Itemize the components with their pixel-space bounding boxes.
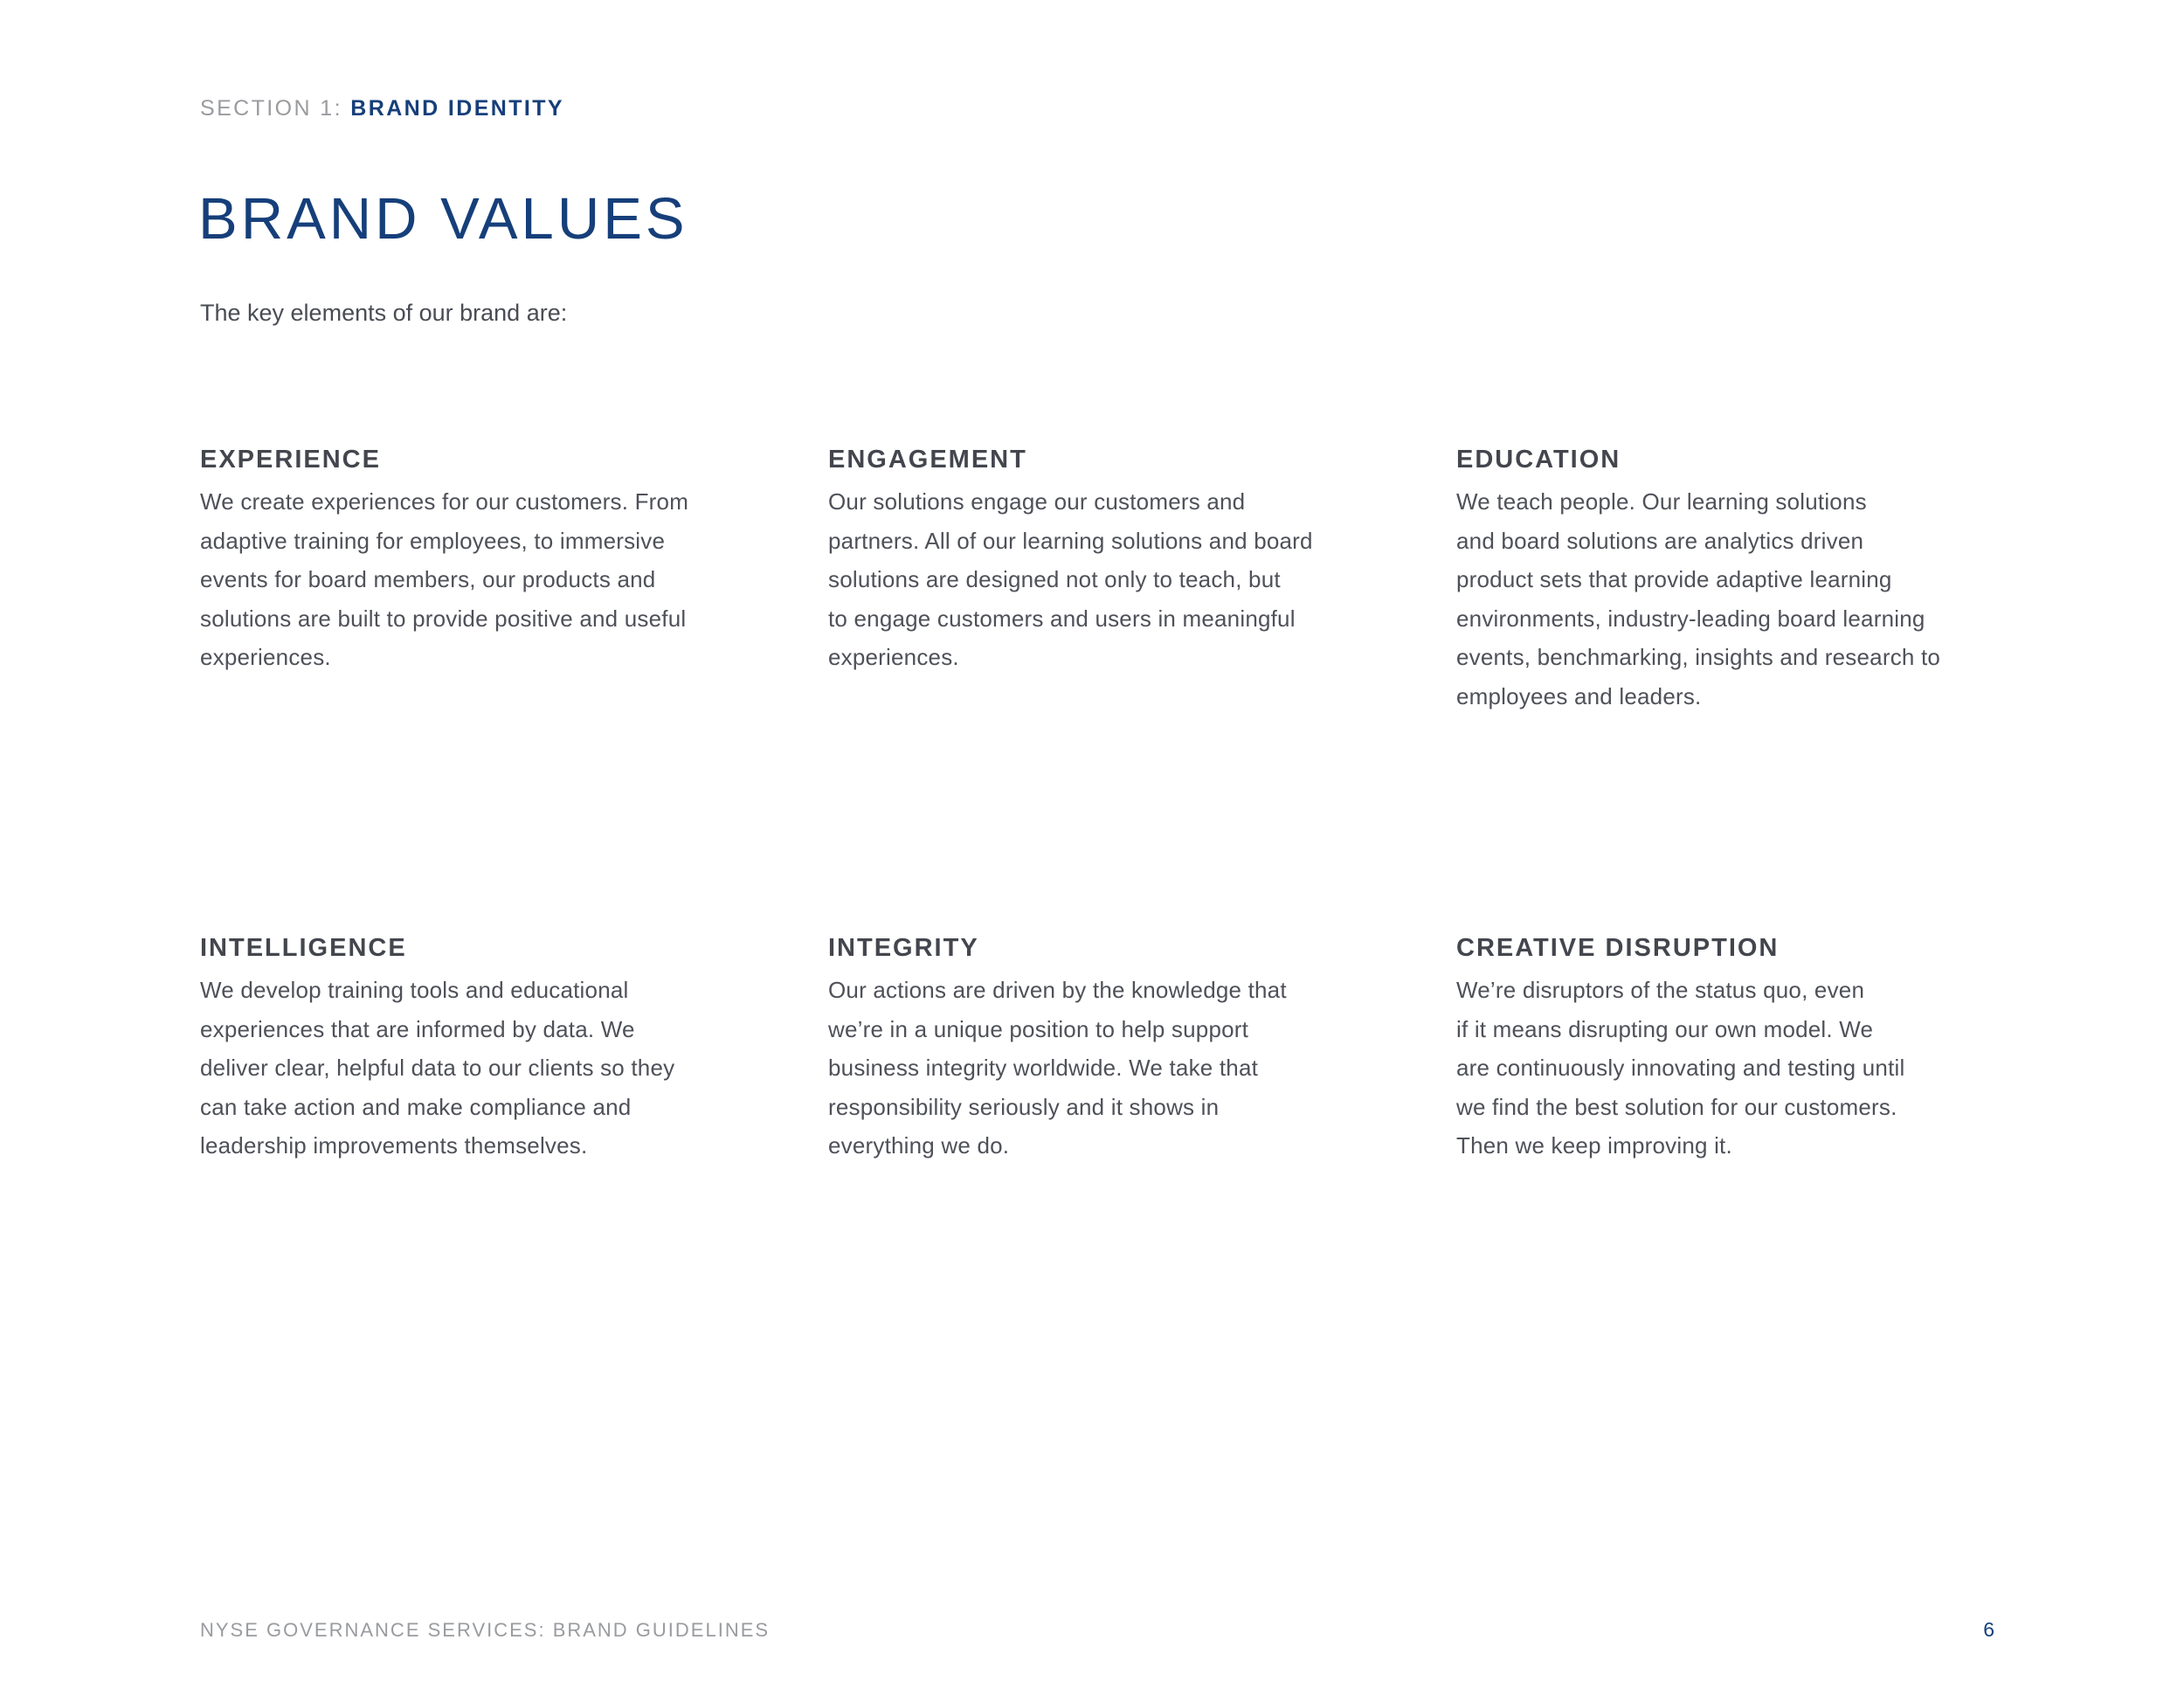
value-line: We create experiences for our customers. From <box>200 488 689 515</box>
value-description <box>200 482 759 677</box>
value-line: employees and leaders. <box>1456 682 1702 709</box>
value-line: events, benchmarking, insights and research to <box>1456 644 1941 670</box>
value-line: We’re disruptors of the status quo, even <box>1456 977 1865 1003</box>
value-line: to engage customers and users in meaningful <box>828 605 1296 632</box>
value-line: leadership improvements themselves. <box>200 1132 588 1159</box>
value-line: experiences. <box>828 644 959 670</box>
value-line: solutions are designed not only to teach, but <box>828 566 1281 592</box>
value-description <box>828 971 1387 1166</box>
value-engagement <box>828 444 1387 677</box>
value-line: Then we keep improving it. <box>1456 1132 1732 1159</box>
value-intelligence <box>200 932 759 1166</box>
value-heading: INTELLIGENCE <box>200 934 407 962</box>
value-line: Our actions are driven by the knowledge that <box>828 977 1287 1003</box>
value-line: experiences. <box>200 644 331 670</box>
section-name: BRAND IDENTITY <box>350 96 564 121</box>
value-line: product sets that provide adaptive learning <box>1456 566 1892 592</box>
value-line: are continuously innovating and testing until <box>1456 1055 1905 1081</box>
value-line: if it means disrupting our own model. We <box>1456 1015 1874 1042</box>
value-description <box>1456 482 2015 716</box>
value-line: we’re in a unique position to help support <box>828 1015 1249 1042</box>
value-experience <box>200 444 759 677</box>
footer-document-title: NYSE GOVERNANCE SERVICES: BRAND GUIDELINES <box>200 1619 771 1641</box>
value-line: environments, industry-leading board learning <box>1456 605 1925 632</box>
value-line: and board solutions are analytics driven <box>1456 527 1864 554</box>
value-line: business integrity worldwide. We take that <box>828 1055 1259 1081</box>
value-line: can take action and make compliance and <box>200 1093 632 1120</box>
value-integrity <box>828 932 1387 1166</box>
page-number: 6 <box>1983 1618 1994 1641</box>
value-education <box>1456 444 2015 716</box>
section-prefix: SECTION 1: <box>200 96 342 121</box>
page-title: BRAND VALUES <box>198 186 688 252</box>
value-heading: ENGAGEMENT <box>828 446 1027 474</box>
value-heading: INTEGRITY <box>828 934 979 962</box>
value-line: We develop training tools and educational <box>200 977 629 1003</box>
value-heading: CREATIVE DISRUPTION <box>1456 934 1780 962</box>
value-heading: EDUCATION <box>1456 446 1621 474</box>
value-line: Our solutions engage our customers and <box>828 488 1246 515</box>
value-line: experiences that are informed by data. We <box>200 1015 635 1042</box>
value-line: responsibility seriously and it shows in <box>828 1093 1220 1120</box>
value-line: partners. All of our learning solutions and board <box>828 527 1313 554</box>
value-line: everything we do. <box>828 1132 1010 1159</box>
value-heading: EXPERIENCE <box>200 446 381 474</box>
intro-text: The key elements of our brand are: <box>200 300 568 326</box>
value-line: deliver clear, helpful data to our clients so they <box>200 1055 675 1081</box>
value-line: We teach people. Our learning solutions <box>1456 488 1867 515</box>
value-description <box>200 971 759 1166</box>
value-line: adaptive training for employees, to immersive <box>200 527 666 554</box>
value-line: solutions are built to provide positive and useful <box>200 605 687 632</box>
section-label <box>200 96 564 121</box>
value-line: we find the best solution for our customers. <box>1456 1093 1897 1120</box>
value-line: events for board members, our products and <box>200 566 656 592</box>
value-description <box>828 482 1387 677</box>
value-description <box>1456 971 2015 1166</box>
value-creative-disruption <box>1456 932 2015 1166</box>
